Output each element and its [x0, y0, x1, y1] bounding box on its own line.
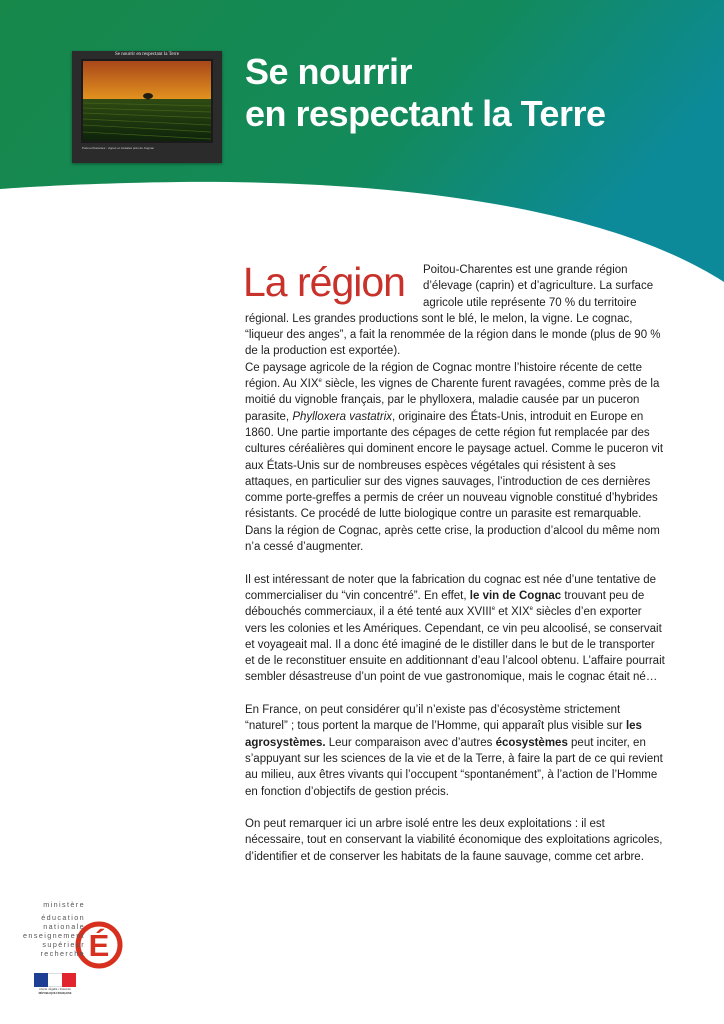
p2-superscript: e	[318, 378, 322, 385]
p1-text: Poitou-Charentes est une grande région d’élevage (caprin) et d’agriculture. La surface agricole utile représente 70 % du territoire régional. Les grandes productions sont le blé, le melon, la vigne. Le cognac, “liqueur des anges”, a fait la renommée de la région dans le monde (plus de 90 % de la production est exportée).	[245, 264, 661, 358]
p5-text: On peut remarquer ici un arbre isolé entre les deux exploitations : il est nécessaire, tout en conservant la viabilité économique des exploitations agricoles, d’identifier et de conserver les habitats de la faune sauvage, comme cet arbre.	[245, 818, 663, 863]
flag-red	[62, 973, 76, 987]
thumbnail-title: Se nourrir en respectant la Terre	[114, 52, 180, 57]
ministry-letter: É	[88, 928, 110, 963]
flag-white	[48, 973, 62, 987]
flag-blue	[34, 973, 48, 987]
p3-text-2: trouvant peu de débouchés commerciaux, il a été tenté aux XVIII	[245, 589, 645, 619]
p3-superscript-2: e	[529, 606, 533, 613]
page-title	[245, 51, 705, 135]
p3-bold-1: le vin de Cognac	[469, 589, 562, 602]
p4-text-3: peut inciter, en s’appuyant sur les sciences de la vie et de la Terre, à faire la part de ce qui revient au milieu, aux êtres vivants qui l’occupent “spontanément”, à l’action de l’Homme en fonction d’objectifs de gestion précis.	[245, 736, 663, 798]
rf-name: RÉPUBLIQUE FRANÇAISE	[38, 992, 72, 995]
page-title-line2: en respectant la Terre	[245, 93, 606, 134]
p3-text-4: siècles d’en exporter vers les colonies et les Amériques. Cependant, ce vin peu alcoolisé, se conservait et voyageait mal. Il a donc été imaginé de le distiller dans le but de le transporter et de le reconstituer ensuite en additionnant d’eau l’alcool obtenu. L’affaire pourrait sembler désastreuse d’un point de vue gastronomique, mais le cognac était né…	[245, 606, 665, 684]
p2-text-3: , originaire des États-Unis, introduit en Europe en 1860. Une partie importante des cépages de cette région fut remplacée par des cultures céréalières qui dominent encore le paysage actuel. Comme le puceron vit aux États-Unis sur de nombreuses espèces végétales qui résistent à ses attaques, en particulier sur des vignes sauvages, l’introduction de ces dernières comme porte-greffes a permis de créer un nouveau vignoble constitué d’hybrides résistants. Ce procédé de lutte biologique contre un parasite est remarquable. Dans la région de Cognac, après cette crise, la production d’alcool du même nom n’a cessé d’augmenter.	[245, 410, 664, 554]
section-heading: La région	[243, 259, 405, 305]
p3-text-1: Il est intéressant de noter que la fabrication du cognac est née d’une tentative de commercialiser du “vin concentré”. En effet,	[245, 573, 657, 602]
ministry-line: ministère	[43, 900, 85, 909]
p3-text-3: et XIX	[495, 606, 530, 619]
ministry-line: nationale	[43, 922, 85, 931]
french-flag-icon	[34, 973, 76, 987]
thumbnail-caption: Poitou-Charentes : vignes et céréales près de Cognac	[82, 146, 155, 150]
paragraph-3	[245, 572, 665, 686]
p4-bold-1: les agrosystèmes.	[245, 720, 642, 749]
ministry-line: éducation	[41, 913, 85, 922]
article-body	[243, 259, 665, 865]
paragraph-2	[245, 360, 665, 556]
poster-thumbnail	[72, 51, 222, 163]
p4-text-1: En France, on peut considérer qu’il n’existe pas d’écosystème strictement “naturel” ; tous portent la marque de l’Homme, qui apparaît plus visible sur	[245, 704, 626, 733]
ministry-logo	[20, 900, 120, 970]
p3-superscript-1: e	[491, 606, 496, 613]
ministry-line: enseignement	[23, 931, 85, 940]
p4-bold-2: écosystèmes	[495, 736, 568, 749]
p2-text-2: siècle, les vignes de Charente furent ravagées, comme près de la moitié du vignoble français, par le phylloxera, maladie causée par un puceron parasite,	[245, 378, 660, 423]
page-title-line1: Se nourrir	[245, 51, 413, 92]
ministry-line: supérieur	[42, 940, 85, 949]
paragraph-5	[245, 816, 665, 865]
p4-text-2: Leur comparaison avec d’autres	[325, 736, 496, 749]
rf-motto: Liberté • Égalité • Fraternité	[39, 988, 71, 991]
ministry-line: recherche	[40, 949, 85, 958]
republique-francaise-logo	[34, 973, 76, 997]
p2-text-1: Ce paysage agricole de la région de Cognac montre l’histoire récente de cette région. Au XIX	[245, 361, 642, 391]
p2-species-name: Phylloxera vastatrix	[292, 410, 393, 423]
paragraph-4	[245, 702, 665, 800]
